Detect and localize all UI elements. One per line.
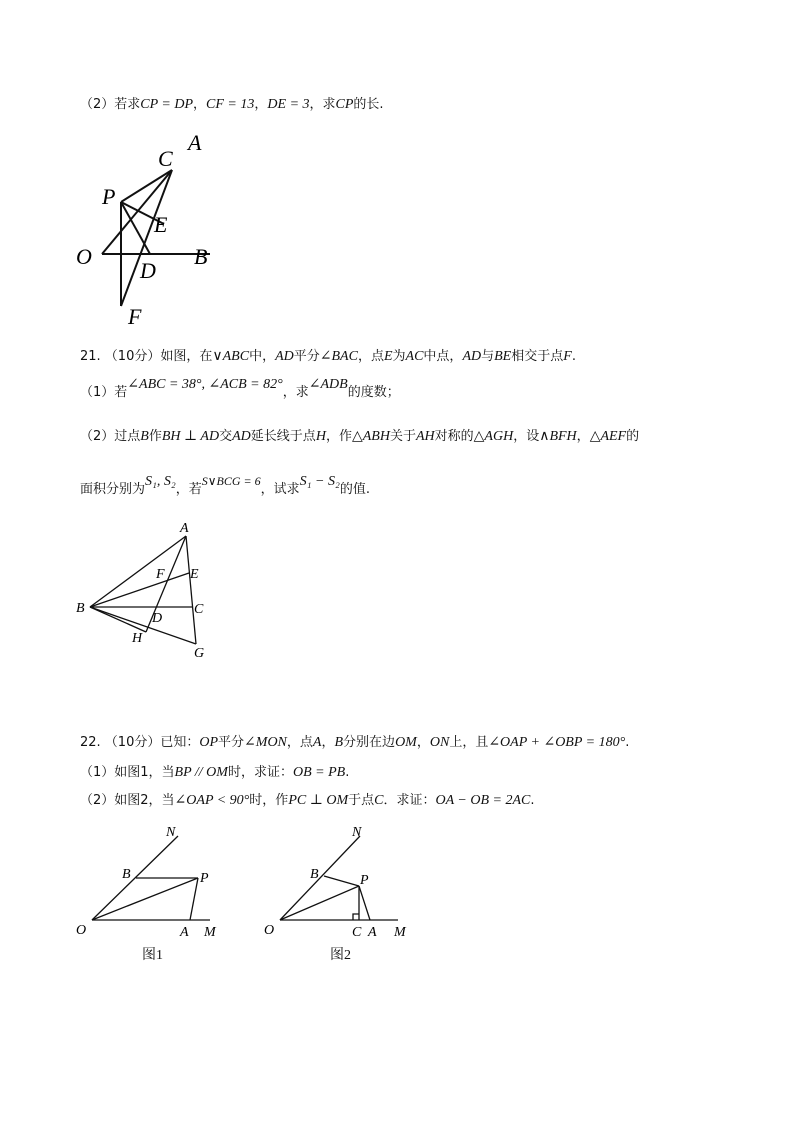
q20-tail: ，求 bbox=[309, 97, 336, 112]
q21-p2b-t1: 面积分别为 bbox=[80, 482, 146, 497]
q21-p2b-expr: S∨BCG = 6 bbox=[201, 474, 261, 488]
q21-p1-mid: ，求 bbox=[282, 385, 309, 400]
q21-p2-ad: AD bbox=[232, 429, 251, 444]
figure-q22-1 bbox=[70, 822, 230, 942]
q22-p1-t1: 时，求证： bbox=[227, 765, 293, 780]
q22-part1-line bbox=[80, 764, 349, 782]
q21-p2b-t3: ，试求 bbox=[260, 482, 300, 497]
q22-part2-line bbox=[80, 792, 535, 810]
q22-p1-expr2: OB = PB bbox=[292, 765, 346, 780]
fig22b-label-a: A bbox=[368, 925, 377, 940]
q22-p2-expr: ∠OAP < 90° bbox=[174, 793, 250, 808]
q21-part2-line bbox=[80, 428, 639, 446]
q21-p1-expr: ∠ABC = 38°, ∠ACB = 82° bbox=[127, 377, 283, 392]
q21-p2b-t2: ，若 bbox=[175, 482, 202, 497]
q22-t7: . bbox=[625, 735, 630, 750]
q22-line1 bbox=[80, 734, 629, 752]
q21-p1-expr2: ∠ADB bbox=[308, 377, 348, 392]
q21-t1: 中， bbox=[249, 349, 276, 364]
fig21-label-a: A bbox=[180, 521, 189, 536]
q22-op: OP bbox=[199, 735, 219, 750]
q21-p2b-expr2: S₁ − S₂ bbox=[299, 474, 340, 489]
q22-t6: 上，且 bbox=[449, 735, 489, 750]
fig22a-caption: 图1 bbox=[142, 948, 163, 963]
q22-mon: ∠MON bbox=[244, 735, 287, 750]
q20-sep1: ， bbox=[193, 97, 207, 112]
q21-p2-t9: 的 bbox=[626, 429, 640, 444]
fig21-label-d: D bbox=[152, 611, 163, 626]
q22-head: 22. （10分）已知： bbox=[80, 735, 200, 750]
fig20-label-c: C bbox=[158, 146, 173, 171]
q20-expr-de: DE = 3 bbox=[267, 97, 310, 112]
q21-t2: 平分 bbox=[293, 349, 320, 364]
q22-p2-c: C bbox=[374, 793, 384, 808]
q21-t4: 为 bbox=[392, 349, 406, 364]
q21-tri: ∨ABC bbox=[212, 349, 250, 364]
fig20-label-a: A bbox=[188, 130, 202, 155]
q21-line1 bbox=[80, 348, 576, 366]
q21-p2-ah: AH bbox=[415, 429, 435, 444]
q22-p1-expr: BP // OM bbox=[174, 765, 228, 780]
fig22a-label-m: M bbox=[204, 925, 216, 940]
q21-p2-t3: 延长线于点 bbox=[250, 429, 316, 444]
q22-p2-t2: 于点 bbox=[348, 793, 375, 808]
q21-p2-t7: ，设 bbox=[513, 429, 540, 444]
fig22b-label-n: N bbox=[352, 825, 362, 840]
q21-p2-t5: 关于 bbox=[389, 429, 416, 444]
q21-head: 21. （10分）如图，在 bbox=[80, 349, 213, 364]
q22-t4: 分别在边 bbox=[343, 735, 396, 750]
q21-p2-t4: ，作 bbox=[325, 429, 352, 444]
q22-p1-label: （1）如图1，当 bbox=[80, 765, 175, 780]
fig22b-caption: 图2 bbox=[330, 948, 351, 963]
q22-on: ON bbox=[429, 735, 450, 750]
q22-p2-expr3: OA − OB = 2AC bbox=[435, 793, 531, 808]
fig20-label-p: P bbox=[102, 184, 116, 209]
q21-p2-aef: △AEF bbox=[589, 429, 627, 444]
fig22a-label-b: B bbox=[122, 867, 131, 882]
q22-p1-end: . bbox=[345, 765, 350, 780]
fig22b-label-b: B bbox=[310, 867, 319, 882]
q20-sep2: ， bbox=[254, 97, 268, 112]
q21-e: E bbox=[383, 349, 393, 364]
q22-t2: ，点 bbox=[286, 735, 313, 750]
q21-p1-label: （1）若 bbox=[80, 385, 128, 400]
q22-t1: 平分 bbox=[218, 735, 245, 750]
fig22a-label-o: O bbox=[76, 923, 87, 938]
q21-part1-line bbox=[80, 377, 400, 402]
q22-a: A bbox=[312, 735, 322, 750]
q20-end: 的长. bbox=[353, 97, 384, 112]
q22-om: OM bbox=[395, 735, 417, 750]
fig21-label-g: G bbox=[194, 646, 205, 661]
q22-p2-label: （2）如图2，当 bbox=[80, 793, 175, 808]
fig22b-label-c: C bbox=[352, 925, 362, 940]
q21-part2-line2 bbox=[80, 474, 370, 499]
q21-p2b-end: 的值. bbox=[339, 482, 370, 497]
q22-cond: ∠OAP + ∠OBP = 180° bbox=[488, 735, 626, 750]
q21-t3: ，点 bbox=[357, 349, 384, 364]
fig20-label-b: B bbox=[194, 244, 208, 269]
fig21-label-c: C bbox=[194, 602, 204, 617]
q21-ad2: AD bbox=[462, 349, 482, 364]
q22-b: B bbox=[334, 735, 344, 750]
q21-p2-label: （2）过点 bbox=[80, 429, 141, 444]
fig21-label-b: B bbox=[76, 601, 85, 616]
q22-p2-t3: ．求证： bbox=[383, 793, 436, 808]
q21-p1-end: 的度数； bbox=[347, 385, 400, 400]
q21-p2-t8: ， bbox=[576, 429, 590, 444]
q21-p2-t6: 对称的 bbox=[434, 429, 474, 444]
q20-expr-cp: CP bbox=[335, 97, 354, 112]
fig22a-label-p: P bbox=[200, 871, 209, 886]
q21-p2-expr1: BH ⊥ AD bbox=[161, 429, 220, 444]
fig22b-label-m: M bbox=[394, 925, 406, 940]
fig20-label-f: F bbox=[128, 304, 142, 328]
fig22b-label-o: O bbox=[264, 923, 275, 938]
q20-expr-cp-dp: CP = DP bbox=[140, 97, 194, 112]
fig21-label-h: H bbox=[132, 631, 143, 646]
q21-t7: 相交于点 bbox=[511, 349, 564, 364]
fig22b-label-p: P bbox=[360, 873, 369, 888]
q21-be: BE bbox=[494, 349, 512, 364]
fig20-label-d: D bbox=[140, 258, 156, 283]
q21-t5: 中点， bbox=[423, 349, 463, 364]
fig20-label-e: E bbox=[154, 212, 168, 237]
q21-t8: . bbox=[571, 349, 576, 364]
q21-p2-agh: △AGH bbox=[473, 429, 514, 444]
figure-q20 bbox=[70, 128, 230, 328]
q22-p2-t1: 时，作 bbox=[249, 793, 289, 808]
q22-t3: ， bbox=[321, 735, 335, 750]
figure-q22-2 bbox=[262, 822, 422, 942]
q20-part2-label: （2）若求 bbox=[80, 97, 141, 112]
q21-p2-h: H bbox=[315, 429, 326, 444]
q21-f: F bbox=[563, 349, 572, 364]
q21-p2-b: B bbox=[140, 429, 149, 444]
q22-p2-expr2: PC ⊥ OM bbox=[288, 793, 349, 808]
q21-bac: ∠BAC bbox=[319, 349, 358, 364]
fig20-label-o: O bbox=[76, 244, 92, 269]
q21-ac: AC bbox=[405, 349, 424, 364]
fig21-label-f: F bbox=[156, 567, 165, 582]
fig22a-label-a: A bbox=[180, 925, 189, 940]
q21-p2-abh: △ABH bbox=[351, 429, 390, 444]
q22-p2-end: . bbox=[530, 793, 535, 808]
q21-t6: 与 bbox=[481, 349, 495, 364]
q20-part2-line bbox=[80, 96, 384, 114]
figure-q21 bbox=[72, 518, 222, 663]
fig22a-label-n: N bbox=[166, 825, 176, 840]
q22-t5: ， bbox=[416, 735, 430, 750]
q21-p2-bfh: ∧BFH bbox=[539, 429, 577, 444]
q21-ad: AD bbox=[275, 349, 294, 364]
q21-p2-t1: 作 bbox=[148, 429, 162, 444]
q21-p2-t2: 交 bbox=[219, 429, 233, 444]
q21-p2b-s: S₁, S₂ bbox=[145, 474, 176, 489]
fig21-label-e: E bbox=[190, 567, 199, 582]
q20-expr-cf: CF = 13 bbox=[206, 97, 255, 112]
